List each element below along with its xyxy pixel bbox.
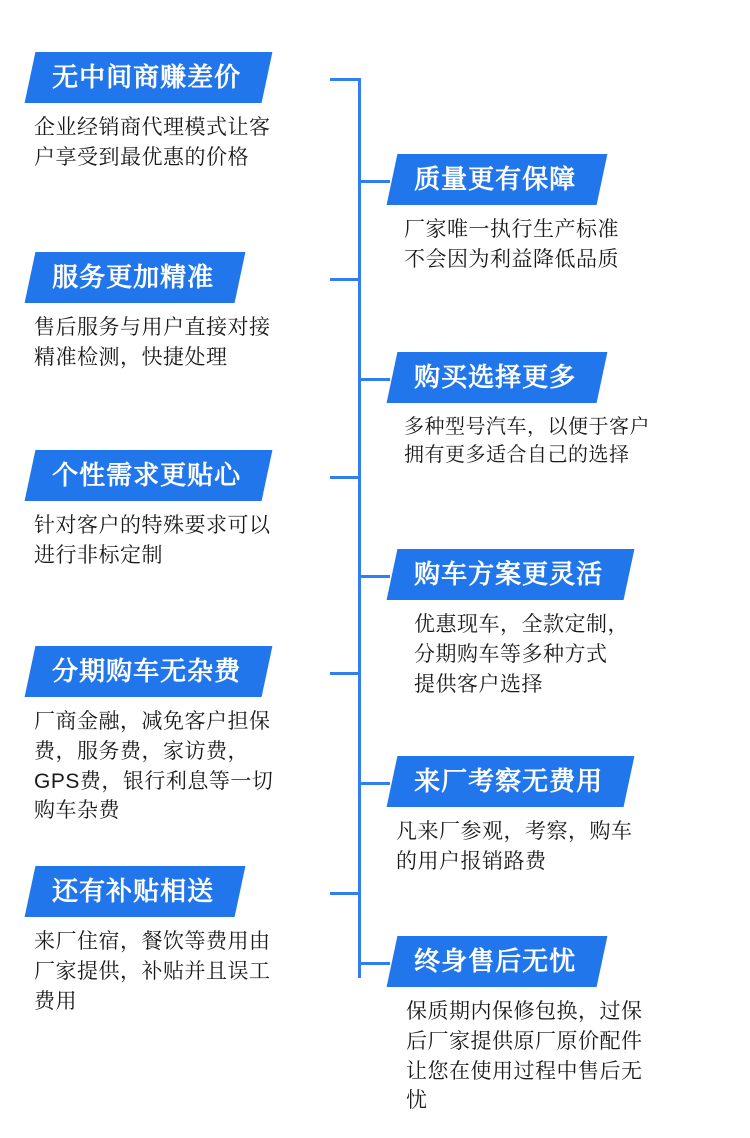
feature-title-banner [387,154,608,205]
feature-description-line: 费，服务费，家访费， [34,739,249,763]
feature-description-line: 企业经销商代理模式让客 [34,116,271,139]
feature-description-line: 购车杂费 [34,799,120,823]
feature-description-line: 不会因为利益降低品质 [404,247,619,271]
feature-title-banner [25,450,273,501]
connector-tick-left-4 [330,672,360,675]
feature-description-line: 进行非标定制 [34,543,163,567]
feature-title-text: 分期购车无杂费 [52,656,242,686]
feature-item-left-2 [30,252,330,373]
feature-title-banner [25,866,246,917]
feature-description-line: 忧 [406,1089,428,1113]
feature-title-text: 服务更加精准 [52,262,215,292]
connector-tick-left-3 [330,476,360,479]
feature-title-text: 来厂考察无费用 [414,766,604,796]
feature-description-line: 凡来厂参观，考察，购车 [396,820,633,843]
feature-description [392,997,702,1116]
feature-description [30,927,330,1016]
connector-spine [358,78,361,978]
feature-title-banner [25,252,246,303]
feature-title-banner [25,646,273,697]
feature-title-text: 质量更有保障 [414,164,577,194]
feature-title-banner [387,756,635,807]
feature-description-line: 户享受到最优惠的价格 [34,145,249,169]
feature-description-line: 保质期内保修包换，过保 [406,1000,643,1023]
feature-description-line: 提供客户选择 [414,672,543,696]
feature-item-right-3 [392,549,702,699]
connector-tick-right-4 [358,782,390,785]
feature-description-line: 多种型号汽车，以便于客户 [404,416,650,438]
feature-description-line: GPS费，银行利息等一切 [34,769,274,793]
feature-description-line: 精准检测，快捷处理 [34,345,228,369]
feature-item-left-4 [30,646,330,826]
feature-item-left-3 [30,450,330,571]
feature-item-left-1 [30,52,330,173]
feature-description-line: 厂商金融，减免客户担保 [34,710,271,733]
feature-title-banner [387,549,635,600]
feature-item-left-5 [30,866,330,1016]
feature-description [30,511,330,571]
feature-description-line: 后厂家提供原厂原价配件 [406,1029,643,1053]
feature-item-right-2 [392,352,702,470]
feature-description [30,113,330,173]
feature-description-line: 厂家唯一执行生产标准 [404,218,619,241]
connector-tick-left-1 [330,78,360,81]
feature-title-text: 终身售后无忧 [414,946,577,976]
feature-title-text: 个性需求更贴心 [52,460,242,490]
feature-item-right-1 [392,154,702,275]
feature-description [392,610,702,699]
feature-description-line: 费用 [34,989,77,1013]
feature-description-line: 针对客户的特殊要求可以 [34,514,271,537]
feature-description [30,707,330,826]
feature-description-line: 的用户报销路费 [396,849,547,873]
connector-tick-right-5 [358,962,390,965]
feature-title-banner [387,352,608,403]
feature-description [392,413,702,470]
feature-description-line: 厂家提供，补贴并且误工 [34,959,271,983]
feature-title-text: 购车方案更灵活 [414,559,604,589]
feature-description [30,313,330,373]
feature-title-text: 无中间商赚差价 [52,62,242,92]
feature-item-right-5 [392,936,702,1116]
feature-item-right-4 [392,756,702,877]
feature-description-line: 售后服务与用户直接对接 [34,316,271,339]
feature-title-text: 还有补贴相送 [52,876,215,906]
feature-description-line: 分期购车等多种方式 [414,642,608,666]
connector-tick-left-5 [330,892,360,895]
connector-tick-right-1 [358,180,390,183]
feature-description-line: 让您在使用过程中售后无 [406,1059,643,1083]
connector-tick-right-3 [358,575,390,578]
connector-tick-right-2 [358,378,390,381]
feature-title-banner [387,936,608,987]
feature-title-text: 购买选择更多 [414,362,577,392]
feature-title-banner [25,52,273,103]
connector-tick-left-2 [330,278,360,281]
feature-description-line: 来厂住宿，餐饮等费用由 [34,930,271,953]
feature-description [392,215,702,275]
feature-description-line: 优惠现车，全款定制， [414,613,629,636]
feature-description-line: 拥有更多适合自己的选择 [404,444,630,467]
feature-description [392,817,702,877]
